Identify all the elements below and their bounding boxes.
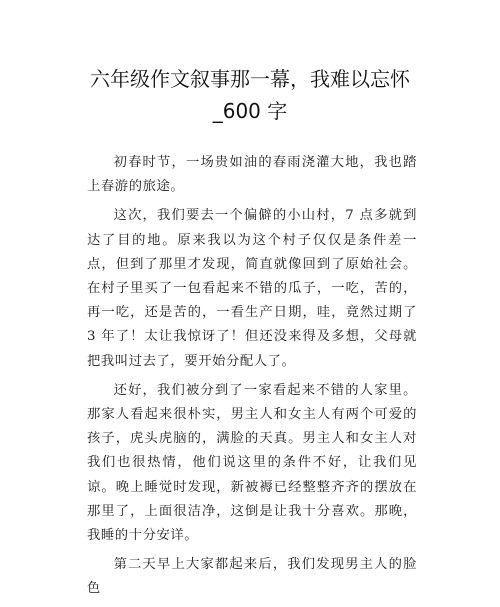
document-body <box>87 151 417 607</box>
paragraph-1: 初春时节，一场贵如油的春雨浇灌大地，我也踏上春游的旅途。 <box>87 155 417 195</box>
document-title <box>0 63 500 127</box>
paragraph-3: 还好，我们被分到了一家看起来不错的人家里。那家人看起来很朴实，男主人和女主人有两个可爱的孩子，虎头虎脑的，满脸的天真。男主人和女主人对我们也很热情，他们说这里的条件不好，让我们见谅。晚上睡觉时发现，新被褥已经整整齐齐的摆放在那里了，上面很洁净，这倒是让我十分喜欢。那晚，我睡的十分安详。 <box>87 382 417 544</box>
title-line-1: 六年级作文叙事那一幕，我难以忘怀 <box>90 67 410 91</box>
paragraph-2: 这次，我们要去一个偏僻的小山村，7 点多就到达了目的地。原来我以为这个村子仅仅是条件差一点，但到了那里才发现，简直就像回到了原始社会。在村子里买了一包看起来不错的瓜子，一吃，苦的，再一吃，还是苦的，一看生产日期，哇，竟然过期了 3 年了！太让我惊讶了！但还没来得及多想，父母就把我叫过去了，要开始分配人了。 <box>87 208 417 369</box>
paragraph-4: 第二天早上大家都起来后，我们发现男主人的脸色 <box>87 557 417 597</box>
title-line-2: _600 字 <box>212 99 288 123</box>
